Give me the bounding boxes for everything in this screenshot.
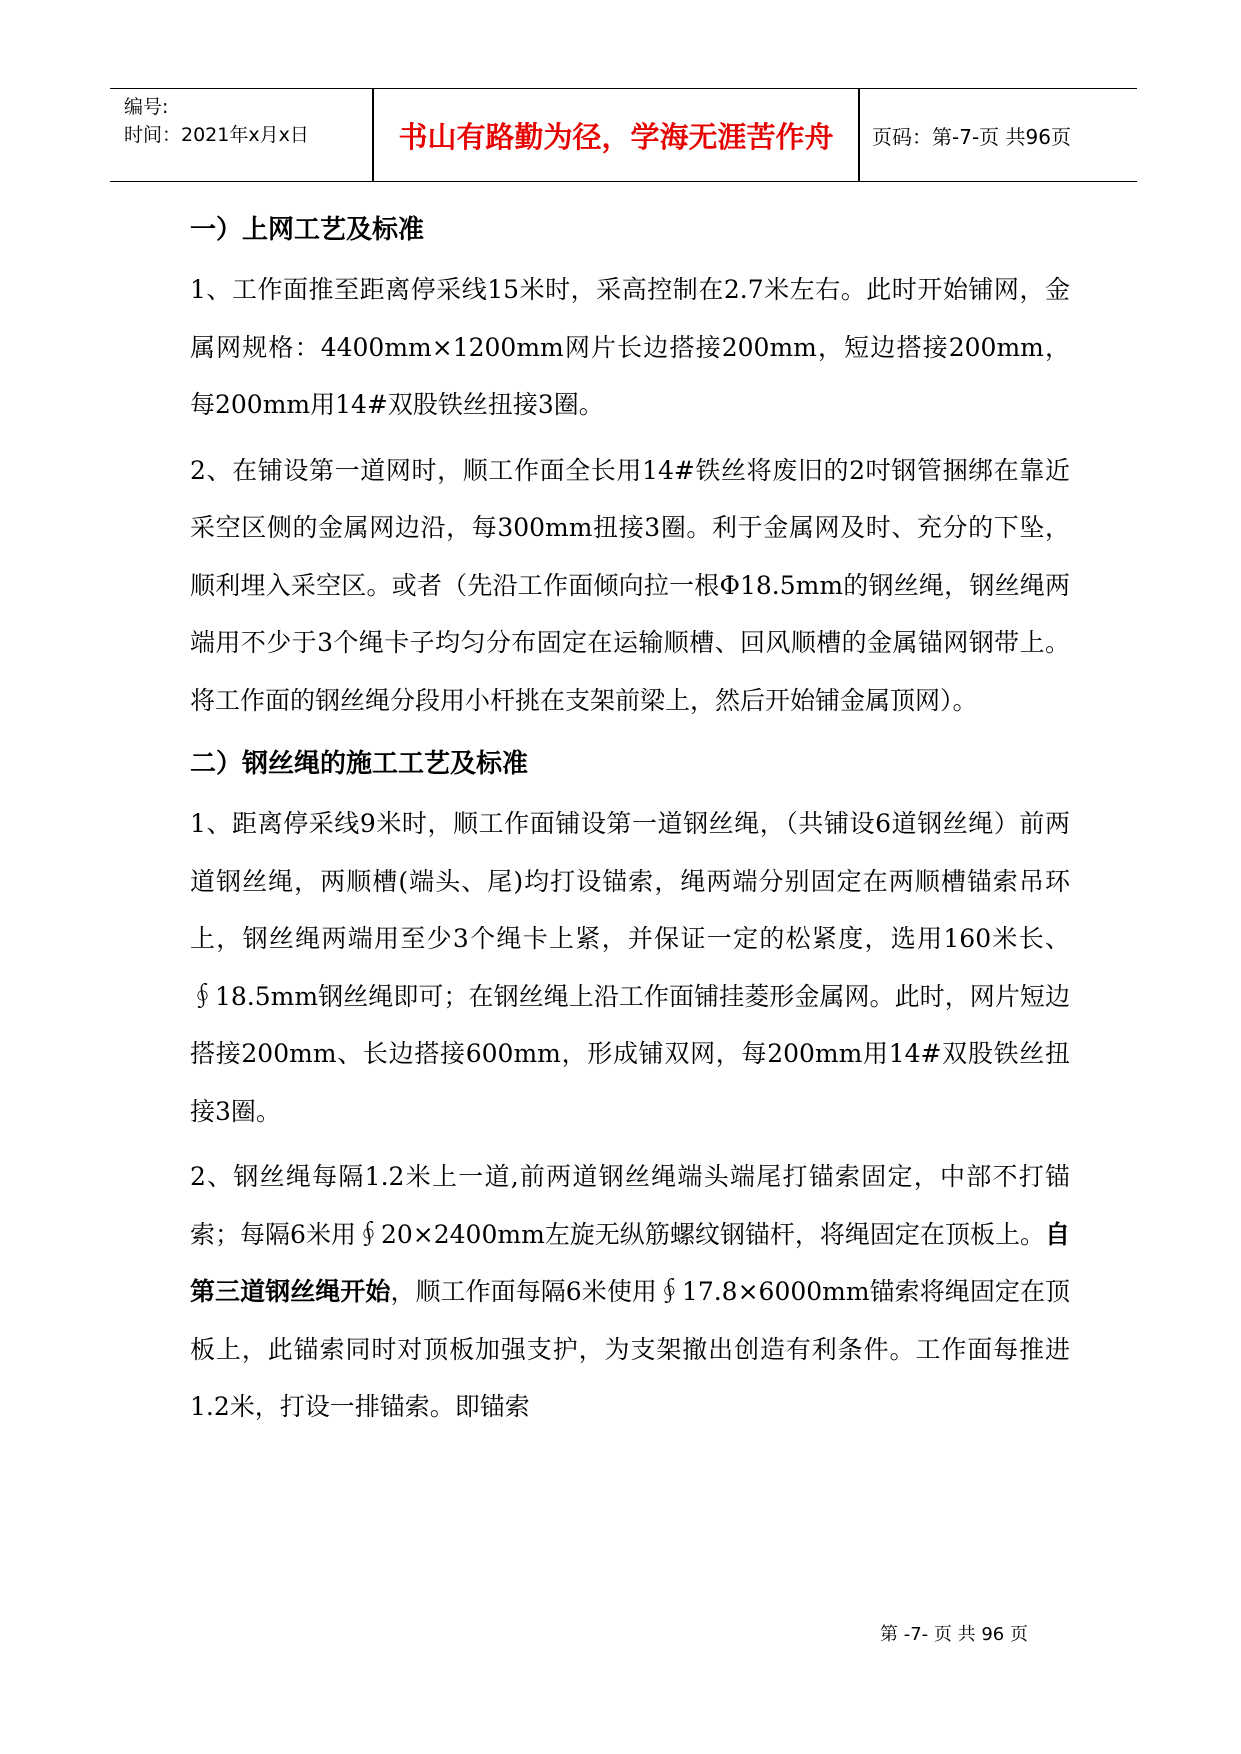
section-heading: 二）钢丝绳的施工工艺及标准 [190, 749, 529, 779]
header-page-number: 页码：第-7-页 共96页 [872, 124, 1071, 149]
paragraph-text: 2、钢丝绳每隔1.2米上一道,前两道钢丝绳端头端尾打锚索固定，中部不打锚索；每隔6米用∮20×2400mm左旋无纵筋螺纹钢锚杆，将绳固定在顶板上。 [190, 1162, 1070, 1249]
header-motto: 书山有路勤为径，学海无涯苦作舟 [398, 119, 834, 154]
bold-emphasis: 自第三道钢丝绳开始 [190, 1219, 1070, 1306]
paragraph: 1、工作面推至距离停采线15米时，采高控制在2.7米左右。此时开始铺网，金属网规格：4400mm×1200mm网片长边搭接200mm，短边搭接200mm，每200mm用14#双股铁丝扭接3圈。 [190, 275, 1070, 419]
paragraph: 2、在铺设第一道网时，顺工作面全长用14#铁丝将废旧的2吋钢管捆绑在靠近采空区侧的金属网边沿，每300mm扭接3圈。利于金属网及时、充分的下坠，顺利埋入采空区。或者（先沿工作面倾向拉一根Φ18.5mm的钢丝绳，钢丝绳两端用不少于3个绳卡子均匀分布固定在运输顺槽、回风顺槽的金属锚网钢带上。将工作面的钢丝绳分段用小杆挑在支架前梁上，然后开始铺金属顶网）。 [190, 455, 1070, 715]
paragraph-text: ，顺工作面每隔6米使用∮17.8×6000mm锚索将绳固定在顶板上，此锚索同时对顶板加强支护，为支架撤出创造有利条件。工作面每推进1.2米，打设一排锚索。即锚索 [190, 1277, 1070, 1421]
document-time-label: 时间：2021年x月x日 [124, 124, 309, 146]
page-header [110, 88, 1137, 182]
section-heading: 一）上网工艺及标准 [190, 215, 425, 245]
document-body [190, 203, 1070, 1444]
paragraph [190, 1148, 1070, 1436]
paragraph: 1、距离停采线9米时，顺工作面铺设第一道钢丝绳，（共铺设6道钢丝绳）前两道钢丝绳，两顺槽(端头、尾)均打设锚索，绳两端分别固定在两顺槽锚索吊环上，钢丝绳两端用至少3个绳卡上紧，并保证一定的松紧度，选用160米长、∮18.5mm钢丝绳即可；在钢丝绳上沿工作面铺挂菱形金属网。此时，网片短边搭接200mm、长边搭接600mm，形成铺双网，每200mm用14#双股铁丝扭接3圈。 [190, 809, 1070, 1126]
document-number-label: 编号: [124, 96, 169, 118]
page-footer: 第 -7- 页 共 96 页 [880, 1624, 1028, 1645]
